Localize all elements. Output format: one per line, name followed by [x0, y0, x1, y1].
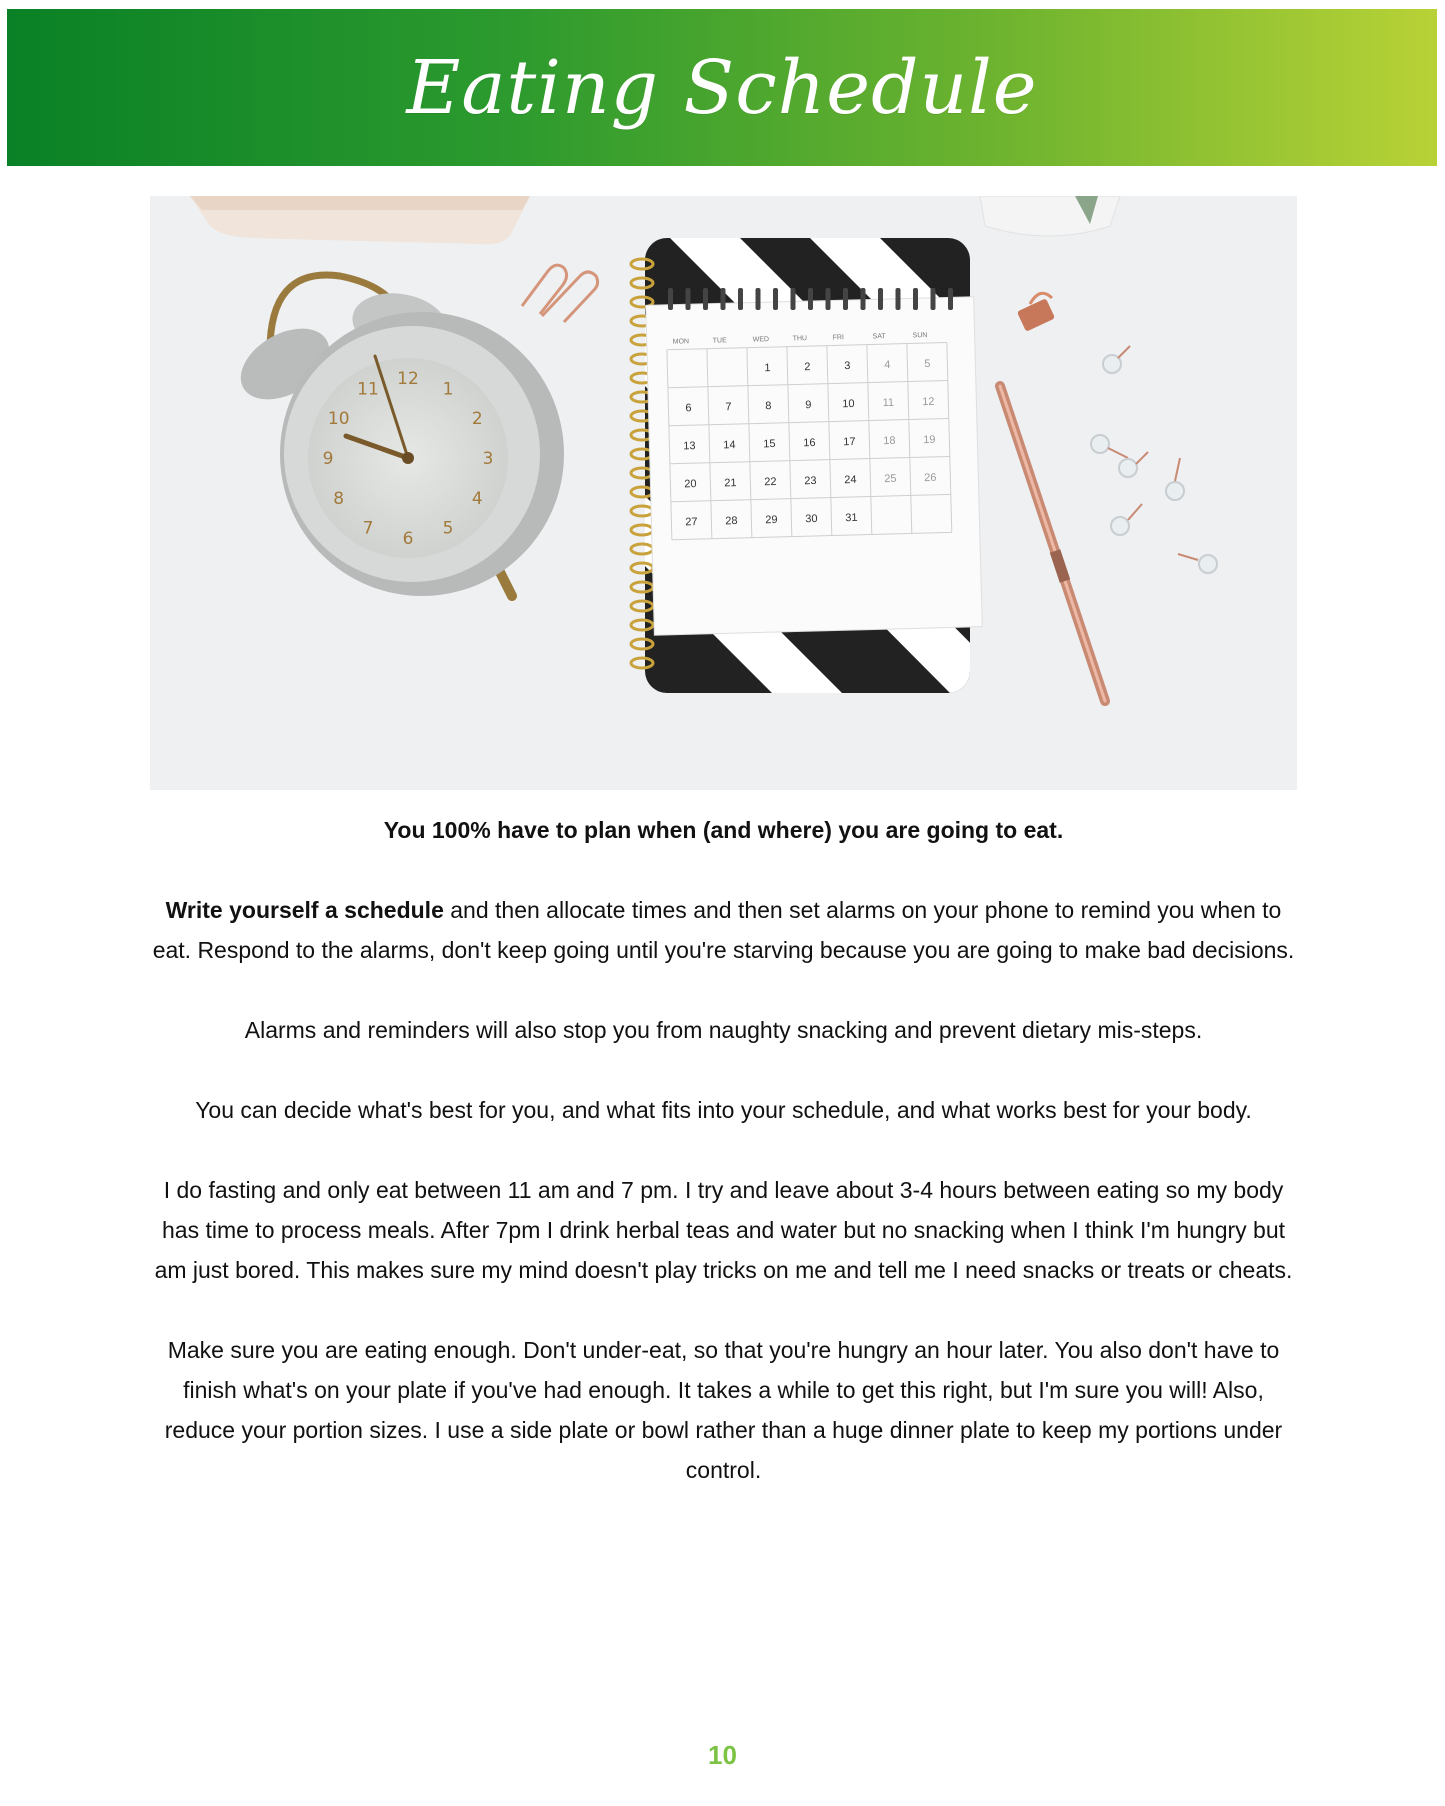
calendar-day: 7	[725, 401, 732, 414]
paragraph-decide: You can decide what's best for you, and what fits into your schedule, and what works best for your body.	[195, 1097, 1252, 1123]
calendar-day: 12	[922, 395, 935, 409]
calendar-day: 8	[765, 400, 772, 413]
calendar-day: 17	[843, 435, 856, 449]
calendar-day: 30	[805, 512, 818, 526]
clock-numeral: 4	[471, 489, 483, 509]
clock-numeral: 5	[442, 518, 454, 539]
binder-clip	[1017, 293, 1055, 332]
clock-numeral: 7	[362, 518, 374, 539]
calendar-day: 20	[684, 478, 697, 491]
calendar-day: 24	[844, 473, 857, 487]
calendar-day: 22	[764, 475, 777, 489]
calendar-day: 16	[803, 436, 816, 450]
calendar-weekday: WED	[752, 336, 770, 344]
calendar-day: 10	[842, 397, 855, 411]
schedule-text: and then allocate times and then set alarms on your phone to remind you when to eat. Respond to the alarms, don't keep going until you're starving because you are going to make bad decisions.	[152, 897, 1295, 963]
clock-numeral: 12	[397, 369, 419, 389]
calendar-day: 19	[923, 433, 936, 447]
calendar-day: 23	[804, 474, 817, 488]
calendar-weekday: THU	[792, 335, 808, 343]
calendar-weekday: MON	[672, 338, 690, 346]
paragraph-fasting: I do fasting and only eat between 11 am and 7 pm. I try and leave about 3-4 hours between eating so my body has time to process meals. After 7pm I drink herbal teas and water but no snacking when I think I'm hungry but am just bored. This makes sure my mind doesn't play tricks on me and tell me I need snacks or treats or cheats.	[154, 1177, 1293, 1283]
calendar-day: 13	[683, 440, 696, 453]
pen	[1000, 386, 1105, 701]
calendar-day: 1	[764, 362, 771, 375]
alarm-clock	[228, 275, 564, 596]
paragraph-portions: Make sure you are eating enough. Don't under-eat, so that you're hungry an hour later. You also don't have to finish what's on your plate if you've had enough. It takes a while to get this right, but I'm sure you will! Also, reduce your portion sizes. I use a side plate or bowl rather than a huge dinner plate to keep my portions under control.	[164, 1337, 1283, 1483]
hero-photo	[150, 196, 1297, 790]
clock-numeral: 8	[333, 489, 345, 509]
calendar-day: 18	[883, 434, 896, 448]
clock-numeral: 3	[482, 449, 494, 469]
paper-clips	[522, 265, 598, 322]
calendar-day: 14	[723, 439, 736, 452]
calendar-day: 15	[763, 438, 776, 451]
calendar-day: 2	[804, 361, 811, 374]
calendar-weekday: FRI	[832, 334, 845, 342]
clock-numeral: 9	[322, 449, 334, 469]
clock-numeral: 1	[442, 379, 454, 400]
calendar-day: 27	[685, 516, 698, 529]
clock-numeral: 10	[327, 409, 350, 429]
page-number: 10	[708, 1740, 737, 1770]
schedule-emphasis: Write yourself a schedule	[165, 897, 444, 923]
lead-paragraph: You 100% have to plan when (and where) you are going to eat.	[383, 817, 1064, 843]
calendar-day: 29	[765, 513, 778, 527]
calendar-day: 25	[884, 472, 897, 486]
calendar-day: 28	[725, 515, 738, 528]
photo-illustration	[150, 196, 1297, 790]
calendar-day: 21	[724, 477, 737, 490]
calendar-day: 5	[924, 357, 931, 371]
calendar-day: 3	[844, 360, 851, 373]
clock-numeral: 11	[357, 379, 379, 400]
calendar-day: 9	[805, 399, 812, 412]
calendar-weekday: TUE	[712, 337, 727, 345]
header-banner	[7, 9, 1437, 166]
plant-pot	[980, 196, 1120, 236]
clock-numeral: 2	[471, 409, 483, 429]
calendar-weekday: SUN	[912, 331, 928, 340]
calendar	[646, 288, 983, 635]
calendar-day: 4	[884, 358, 891, 372]
paragraph-alarms: Alarms and reminders will also stop you from naughty snacking and prevent dietary mis-steps.	[244, 1017, 1203, 1043]
calendar-day: 26	[924, 471, 937, 485]
calendar-weekday: SAT	[872, 333, 886, 341]
push-pins	[1091, 346, 1217, 573]
clock-numeral: 6	[402, 529, 414, 549]
paragraph-schedule	[150, 890, 1297, 970]
article-body	[150, 810, 1297, 1530]
page-title: Eating Schedule	[406, 44, 1038, 131]
calendar-day: 31	[845, 511, 858, 525]
calendar-day: 11	[882, 396, 895, 410]
calendar-day: 6	[685, 402, 692, 415]
